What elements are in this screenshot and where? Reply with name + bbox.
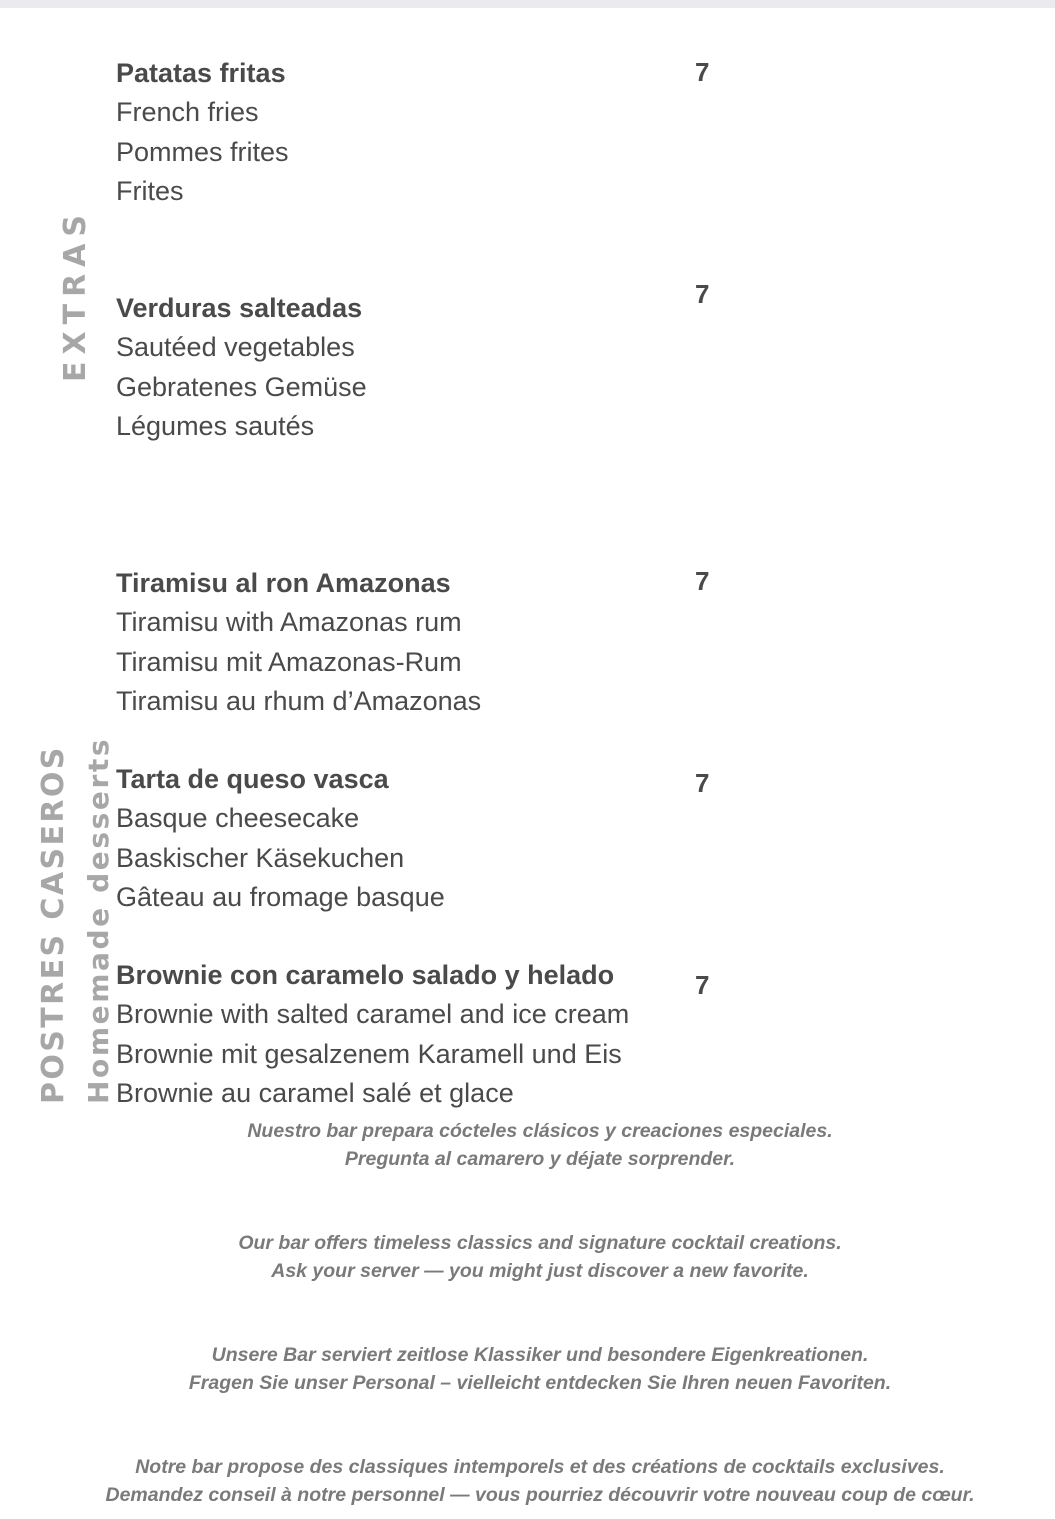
item-name-fr: Frites <box>116 175 184 206</box>
bar-note-en <box>0 1229 1055 1285</box>
bar-note-line: Ask your server — you might just discover a new favorite. <box>271 1260 809 1282</box>
item-price: 7 <box>695 566 710 596</box>
item-name-de: Baskischer Käsekuchen <box>116 842 405 873</box>
bar-note-line: Unsere Bar serviert zeitlose Klassiker und besondere Eigenkreationen. <box>211 1344 869 1366</box>
item-price: 7 <box>695 768 710 798</box>
menu-item-tarta-de-queso <box>116 760 676 917</box>
item-name-fr: Tiramisu au rhum d’Amazonas <box>116 685 482 716</box>
item-name-de: Tiramisu mit Amazonas-Rum <box>116 646 462 677</box>
item-name-en: French fries <box>116 97 259 128</box>
section-label-extras: EXTRAS <box>58 207 93 382</box>
bar-note-es <box>0 1117 1055 1173</box>
menu-item-patatas-fritas <box>116 54 676 211</box>
item-price: 7 <box>695 57 710 87</box>
bar-note-line: Notre bar propose des classiques intemporels et des créations de cocktails exclusives. <box>135 1456 945 1478</box>
item-name: Verduras salteadas <box>116 293 363 323</box>
item-name: Tarta de queso vasca <box>116 764 389 794</box>
item-name-fr: Gâteau au fromage basque <box>116 881 445 912</box>
bar-note-line: Pregunta al camarero y déjate sorprender. <box>344 1148 736 1170</box>
item-name-fr: Brownie au caramel salé et glace <box>116 1077 514 1108</box>
bar-note-line: Demandez conseil à notre personnel — vous pourriez découvrir votre nouveau coup de cœur. <box>105 1484 975 1506</box>
item-name-de: Brownie mit gesalzenem Karamell und Eis <box>116 1038 622 1069</box>
item-name-fr: Légumes sautés <box>116 410 315 441</box>
item-name: Brownie con caramelo salado y helado <box>116 960 615 990</box>
menu-item-verduras-salteadas <box>116 289 676 446</box>
item-name-en: Basque cheesecake <box>116 803 360 834</box>
bar-note-fr <box>0 1453 1055 1509</box>
section-label-postres-caseros: POSTRES CASEROS <box>36 745 71 1104</box>
item-name-en: Sautéed vegetables <box>116 332 355 363</box>
item-name-de: Pommes frites <box>116 136 289 167</box>
menu-item-tiramisu <box>116 564 676 721</box>
item-name-en: Brownie with salted caramel and ice cream <box>116 999 630 1030</box>
menu-item-brownie <box>116 956 676 1113</box>
item-price: 7 <box>695 279 710 309</box>
bar-note-line: Nuestro bar prepara cócteles clásicos y creaciones especiales. <box>247 1120 833 1142</box>
item-name-en: Tiramisu with Amazonas rum <box>116 607 462 638</box>
item-name: Patatas fritas <box>116 58 286 88</box>
item-name-de: Gebratenes Gemüse <box>116 371 367 402</box>
bar-note-line: Fragen Sie unser Personal – vielleicht entdecken Sie Ihren neuen Favoriten. <box>188 1372 892 1394</box>
bar-note-de <box>0 1341 1055 1397</box>
item-price: 7 <box>695 970 710 1000</box>
item-name: Tiramisu al ron Amazonas <box>116 568 451 598</box>
bar-note-line: Our bar offers timeless classics and signature cocktail creations. <box>238 1232 842 1254</box>
top-bar <box>0 0 1055 8</box>
section-label-homemade-desserts: Homemade desserts <box>82 736 115 1104</box>
